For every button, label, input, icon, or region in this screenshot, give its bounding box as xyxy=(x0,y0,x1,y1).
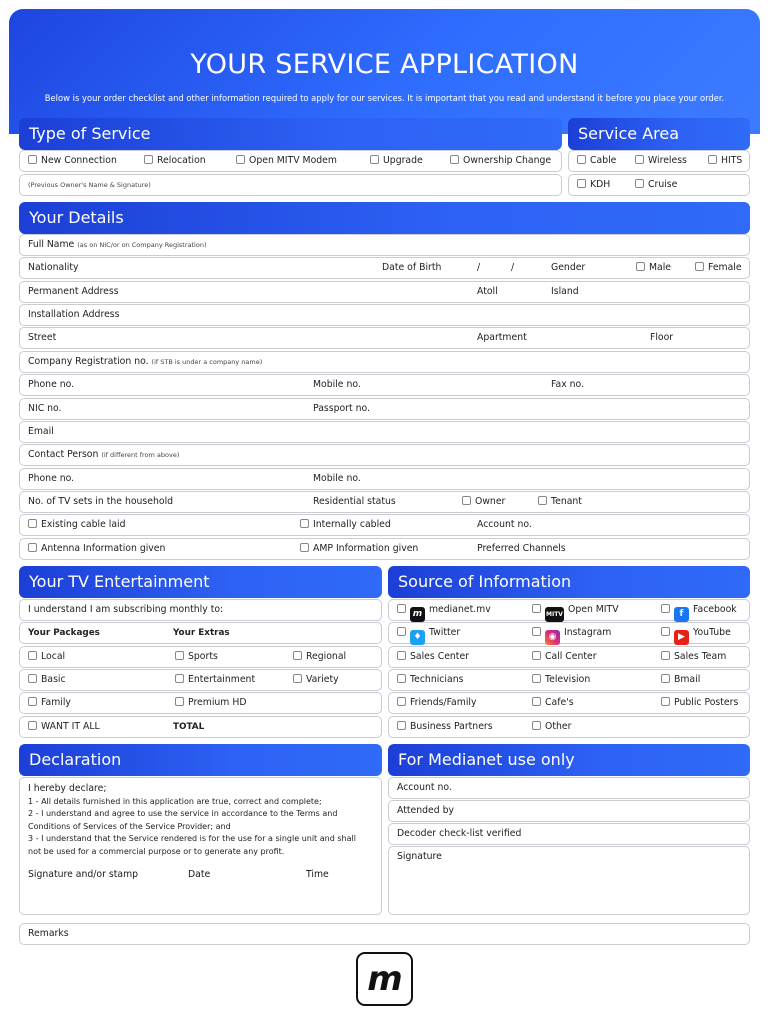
option-wireless[interactable]: Wireless xyxy=(635,151,687,171)
declaration-date-label: Date xyxy=(188,869,211,880)
checkbox[interactable] xyxy=(661,604,670,613)
checkbox[interactable] xyxy=(661,697,670,706)
type-of-service-heading: Type of Service xyxy=(19,118,562,150)
residential-status-label: Residential status xyxy=(313,496,396,507)
checkbox[interactable] xyxy=(462,496,471,505)
passport-label: Passport no. xyxy=(313,403,370,414)
option-upgrade[interactable]: Upgrade xyxy=(370,151,423,171)
attended-by-row[interactable] xyxy=(388,800,750,822)
instagram-icon: ◉ xyxy=(545,630,560,645)
option-technicians[interactable]: Technicians xyxy=(397,670,463,690)
option-cruise[interactable]: Cruise xyxy=(635,175,677,195)
declaration-line-3b: not be used for a commercial purpose or to generate any profit. xyxy=(28,847,285,856)
checkbox[interactable] xyxy=(450,155,459,164)
signature-stamp-label: Signature and/or stamp xyxy=(28,869,139,880)
attended-by-label: Attended by xyxy=(397,805,454,816)
option-premium-hd[interactable]: Premium HD xyxy=(175,693,246,713)
option-tenant[interactable]: Tenant xyxy=(538,492,582,512)
medianet-use-heading: For Medianet use only xyxy=(388,744,750,776)
tv-sets-label: No. of TV sets in the household xyxy=(28,496,174,507)
medianet-signature-box[interactable] xyxy=(388,846,750,915)
island-label: Island xyxy=(551,286,579,297)
option-call-center[interactable]: Call Center xyxy=(532,647,597,667)
contact-person-label: Contact Person (if different from above) xyxy=(28,449,180,460)
option-sales-team[interactable]: Sales Team xyxy=(661,647,726,667)
option-local[interactable]: Local xyxy=(28,647,65,667)
declaration-line-2a: 2 - I understand and agree to use the service in accordance to the Terms and xyxy=(28,809,338,818)
option-male[interactable]: Male xyxy=(636,258,671,278)
checkbox[interactable] xyxy=(236,155,245,164)
checkbox[interactable] xyxy=(532,651,541,660)
option-open-mitv[interactable]: MITV Open MITV xyxy=(532,600,619,622)
phone-row xyxy=(19,374,750,396)
company-registration-label: Company Registration no. (if STB is under a company name) xyxy=(28,356,263,367)
checkbox[interactable] xyxy=(397,697,406,706)
decoder-label: Decoder check-list verified xyxy=(397,828,522,839)
checkbox[interactable] xyxy=(175,674,184,683)
checkbox[interactable] xyxy=(397,627,406,636)
option-sports[interactable]: Sports xyxy=(175,647,218,667)
option-instagram[interactable]: ◉ Instagram xyxy=(532,623,611,645)
checkbox[interactable] xyxy=(635,155,644,164)
medianet-logo-icon: m xyxy=(410,607,425,622)
checkbox[interactable] xyxy=(293,674,302,683)
packages-row-1 xyxy=(19,646,382,668)
option-friends-family[interactable]: Friends/Family xyxy=(397,693,476,713)
option-facebook[interactable]: f Facebook xyxy=(661,600,737,622)
option-ownership-change[interactable]: Ownership Change xyxy=(450,151,551,171)
medianet-account-label: Account no. xyxy=(397,782,452,793)
logo-letter: m xyxy=(367,959,403,999)
packages-row-4 xyxy=(19,716,382,738)
checkbox[interactable] xyxy=(28,721,37,730)
checkbox[interactable] xyxy=(28,697,37,706)
service-area-heading: Service Area xyxy=(568,118,750,150)
declaration-line-2b: Conditions of Services of the Service Provider; and xyxy=(28,822,231,831)
checkbox[interactable] xyxy=(635,179,644,188)
packages-row-2 xyxy=(19,669,382,691)
option-amp-info[interactable]: AMP Information given xyxy=(300,539,418,559)
phone-label: Phone no. xyxy=(28,379,75,390)
medianet-signature-label: Signature xyxy=(397,851,442,862)
option-other[interactable]: Other xyxy=(532,717,571,737)
declaration-box xyxy=(19,777,382,915)
medianet-logo xyxy=(356,952,413,1006)
option-antenna-info[interactable]: Antenna Information given xyxy=(28,539,165,559)
account-no-label: Account no. xyxy=(477,519,532,530)
service-area-row-2 xyxy=(568,174,750,196)
option-female[interactable]: Female xyxy=(695,258,742,278)
declaration-heading: Declaration xyxy=(19,744,382,776)
nationality-row xyxy=(19,257,750,279)
source-row-3 xyxy=(388,646,750,668)
option-regional[interactable]: Regional xyxy=(293,647,346,667)
subscribing-label: I understand I am subscribing monthly to: xyxy=(28,604,224,615)
checkbox[interactable] xyxy=(397,674,406,683)
apartment-label: Apartment xyxy=(477,332,527,343)
installation-address-row[interactable] xyxy=(19,304,750,326)
source-of-information-heading: Source of Information xyxy=(388,566,750,598)
checkbox[interactable] xyxy=(397,604,406,613)
facebook-icon: f xyxy=(674,607,689,622)
checkbox[interactable] xyxy=(708,155,717,164)
source-row-5 xyxy=(388,692,750,714)
atoll-label: Atoll xyxy=(477,286,498,297)
checkbox[interactable] xyxy=(28,519,37,528)
checkbox[interactable] xyxy=(144,155,153,164)
tv-entertainment-heading: Your TV Entertainment xyxy=(19,566,382,598)
preferred-channels-label: Preferred Channels xyxy=(477,543,566,554)
total-label: TOTAL xyxy=(173,722,205,732)
source-row-6 xyxy=(388,716,750,738)
extras-label: Your Extras xyxy=(173,628,230,638)
option-kdh[interactable]: KDH xyxy=(577,175,610,195)
checkbox[interactable] xyxy=(175,697,184,706)
option-cable[interactable]: Cable xyxy=(577,151,616,171)
packages-label: Your Packages xyxy=(28,628,100,638)
decoder-row[interactable] xyxy=(388,823,750,845)
checkbox[interactable] xyxy=(661,674,670,683)
checkbox[interactable] xyxy=(175,651,184,660)
your-details-heading: Your Details xyxy=(19,202,750,234)
option-existing-cable[interactable]: Existing cable laid xyxy=(28,515,126,535)
option-youtube[interactable]: ▶ YouTube xyxy=(661,623,731,645)
packages-row-3 xyxy=(19,692,382,714)
contact-person-row[interactable] xyxy=(19,444,750,466)
form-subtitle: Below is your order checklist and other information required to apply for our services. It is important that you read and understand it before you place your order. xyxy=(44,93,725,103)
remarks-row[interactable] xyxy=(19,923,750,945)
type-of-service-row xyxy=(19,150,562,172)
nic-row xyxy=(19,398,750,420)
fax-label: Fax no. xyxy=(551,379,585,390)
option-want-it-all[interactable]: WANT IT ALL xyxy=(28,717,100,737)
email-row[interactable] xyxy=(19,421,750,443)
previous-owner-row[interactable] xyxy=(19,174,562,196)
full-name-label: Full Name (as on NIC/or on Company Registration) xyxy=(28,239,207,250)
street-row xyxy=(19,327,750,349)
declaration-line-3a: 3 - I understand that the Service rendered is for the use for a single unit and shall xyxy=(28,834,356,843)
checkbox[interactable] xyxy=(28,543,37,552)
checkbox[interactable] xyxy=(538,496,547,505)
checkbox[interactable] xyxy=(370,155,379,164)
medianet-logo-icon xyxy=(358,954,411,1004)
form-header xyxy=(9,9,760,134)
checkbox[interactable] xyxy=(300,543,309,552)
checkbox[interactable] xyxy=(532,627,541,636)
checkbox[interactable] xyxy=(293,651,302,660)
antenna-row xyxy=(19,538,750,560)
option-owner[interactable]: Owner xyxy=(462,492,505,512)
option-entertainment[interactable]: Entertainment xyxy=(175,670,255,690)
permanent-address-row xyxy=(19,281,750,303)
email-label: Email xyxy=(28,426,54,437)
mobile-label: Mobile no. xyxy=(313,379,361,390)
option-variety[interactable]: Variety xyxy=(293,670,339,690)
street-label: Street xyxy=(28,332,57,343)
medianet-account-row[interactable] xyxy=(388,777,750,799)
dob-separator-1: / xyxy=(477,262,481,273)
checkbox[interactable] xyxy=(532,721,541,730)
dob-separator-2: / xyxy=(511,262,515,273)
option-twitter[interactable]: ♦ Twitter xyxy=(397,623,460,645)
checkbox[interactable] xyxy=(661,651,670,660)
checkbox[interactable] xyxy=(695,262,704,271)
twitter-icon: ♦ xyxy=(410,630,425,645)
subscribing-row xyxy=(19,599,382,621)
permanent-address-label: Permanent Address xyxy=(28,286,119,297)
checkbox[interactable] xyxy=(532,697,541,706)
form-title: YOUR SERVICE APPLICATION xyxy=(190,49,579,80)
option-relocation[interactable]: Relocation xyxy=(144,151,206,171)
option-family[interactable]: Family xyxy=(28,693,71,713)
tv-sets-row xyxy=(19,491,750,513)
option-television[interactable]: Television xyxy=(532,670,590,690)
option-hits[interactable]: HITS xyxy=(708,151,742,171)
company-registration-row[interactable] xyxy=(19,351,750,373)
option-new-connection[interactable]: New Connection xyxy=(28,151,117,171)
source-row-2 xyxy=(388,622,750,644)
cable-row xyxy=(19,514,750,536)
declaration-time-label: Time xyxy=(306,869,329,880)
checkbox[interactable] xyxy=(636,262,645,271)
remarks-label: Remarks xyxy=(28,928,69,939)
service-area-row-1 xyxy=(568,150,750,172)
checkbox[interactable] xyxy=(577,155,586,164)
option-public-posters[interactable]: Public Posters xyxy=(661,693,738,713)
option-internally-cabled[interactable]: Internally cabled xyxy=(300,515,391,535)
option-medianet[interactable]: m medianet.mv xyxy=(397,600,491,622)
checkbox[interactable] xyxy=(28,674,37,683)
dob-label: Date of Birth xyxy=(382,262,442,273)
checkbox[interactable] xyxy=(397,651,406,660)
nic-label: NIC no. xyxy=(28,403,62,414)
mitv-logo-icon: MITV xyxy=(545,607,564,622)
contact-mobile-label: Mobile no. xyxy=(313,473,361,484)
checkbox[interactable] xyxy=(28,155,37,164)
source-row-4 xyxy=(388,669,750,691)
checkbox[interactable] xyxy=(577,179,586,188)
checkbox[interactable] xyxy=(300,519,309,528)
declaration-intro: I hereby declare; xyxy=(28,783,107,794)
contact-phone-label: Phone no. xyxy=(28,473,75,484)
youtube-icon: ▶ xyxy=(674,630,689,645)
checkbox[interactable] xyxy=(661,627,670,636)
previous-owner-label: (Previous Owner's Name & Signature) xyxy=(28,181,151,189)
source-row-1 xyxy=(388,599,750,621)
nationality-label: Nationality xyxy=(28,262,79,273)
option-bmail[interactable]: Bmail xyxy=(661,670,700,690)
installation-address-label: Installation Address xyxy=(28,309,120,320)
option-basic[interactable]: Basic xyxy=(28,670,66,690)
floor-label: Floor xyxy=(650,332,674,343)
option-business-partners[interactable]: Business Partners xyxy=(397,717,493,737)
checkbox[interactable] xyxy=(532,674,541,683)
contact-phone-row xyxy=(19,468,750,490)
option-cafes[interactable]: Cafe's xyxy=(532,693,574,713)
checkbox[interactable] xyxy=(28,651,37,660)
checkbox[interactable] xyxy=(532,604,541,613)
checkbox[interactable] xyxy=(397,721,406,730)
full-name-row[interactable] xyxy=(19,234,750,256)
option-open-mitv-modem[interactable]: Open MITV Modem xyxy=(236,151,337,171)
packages-header-row xyxy=(19,622,382,644)
gender-label: Gender xyxy=(551,262,586,273)
option-sales-center[interactable]: Sales Center xyxy=(397,647,469,667)
declaration-line-1: 1 - All details furnished in this application are true, correct and complete; xyxy=(28,797,322,806)
